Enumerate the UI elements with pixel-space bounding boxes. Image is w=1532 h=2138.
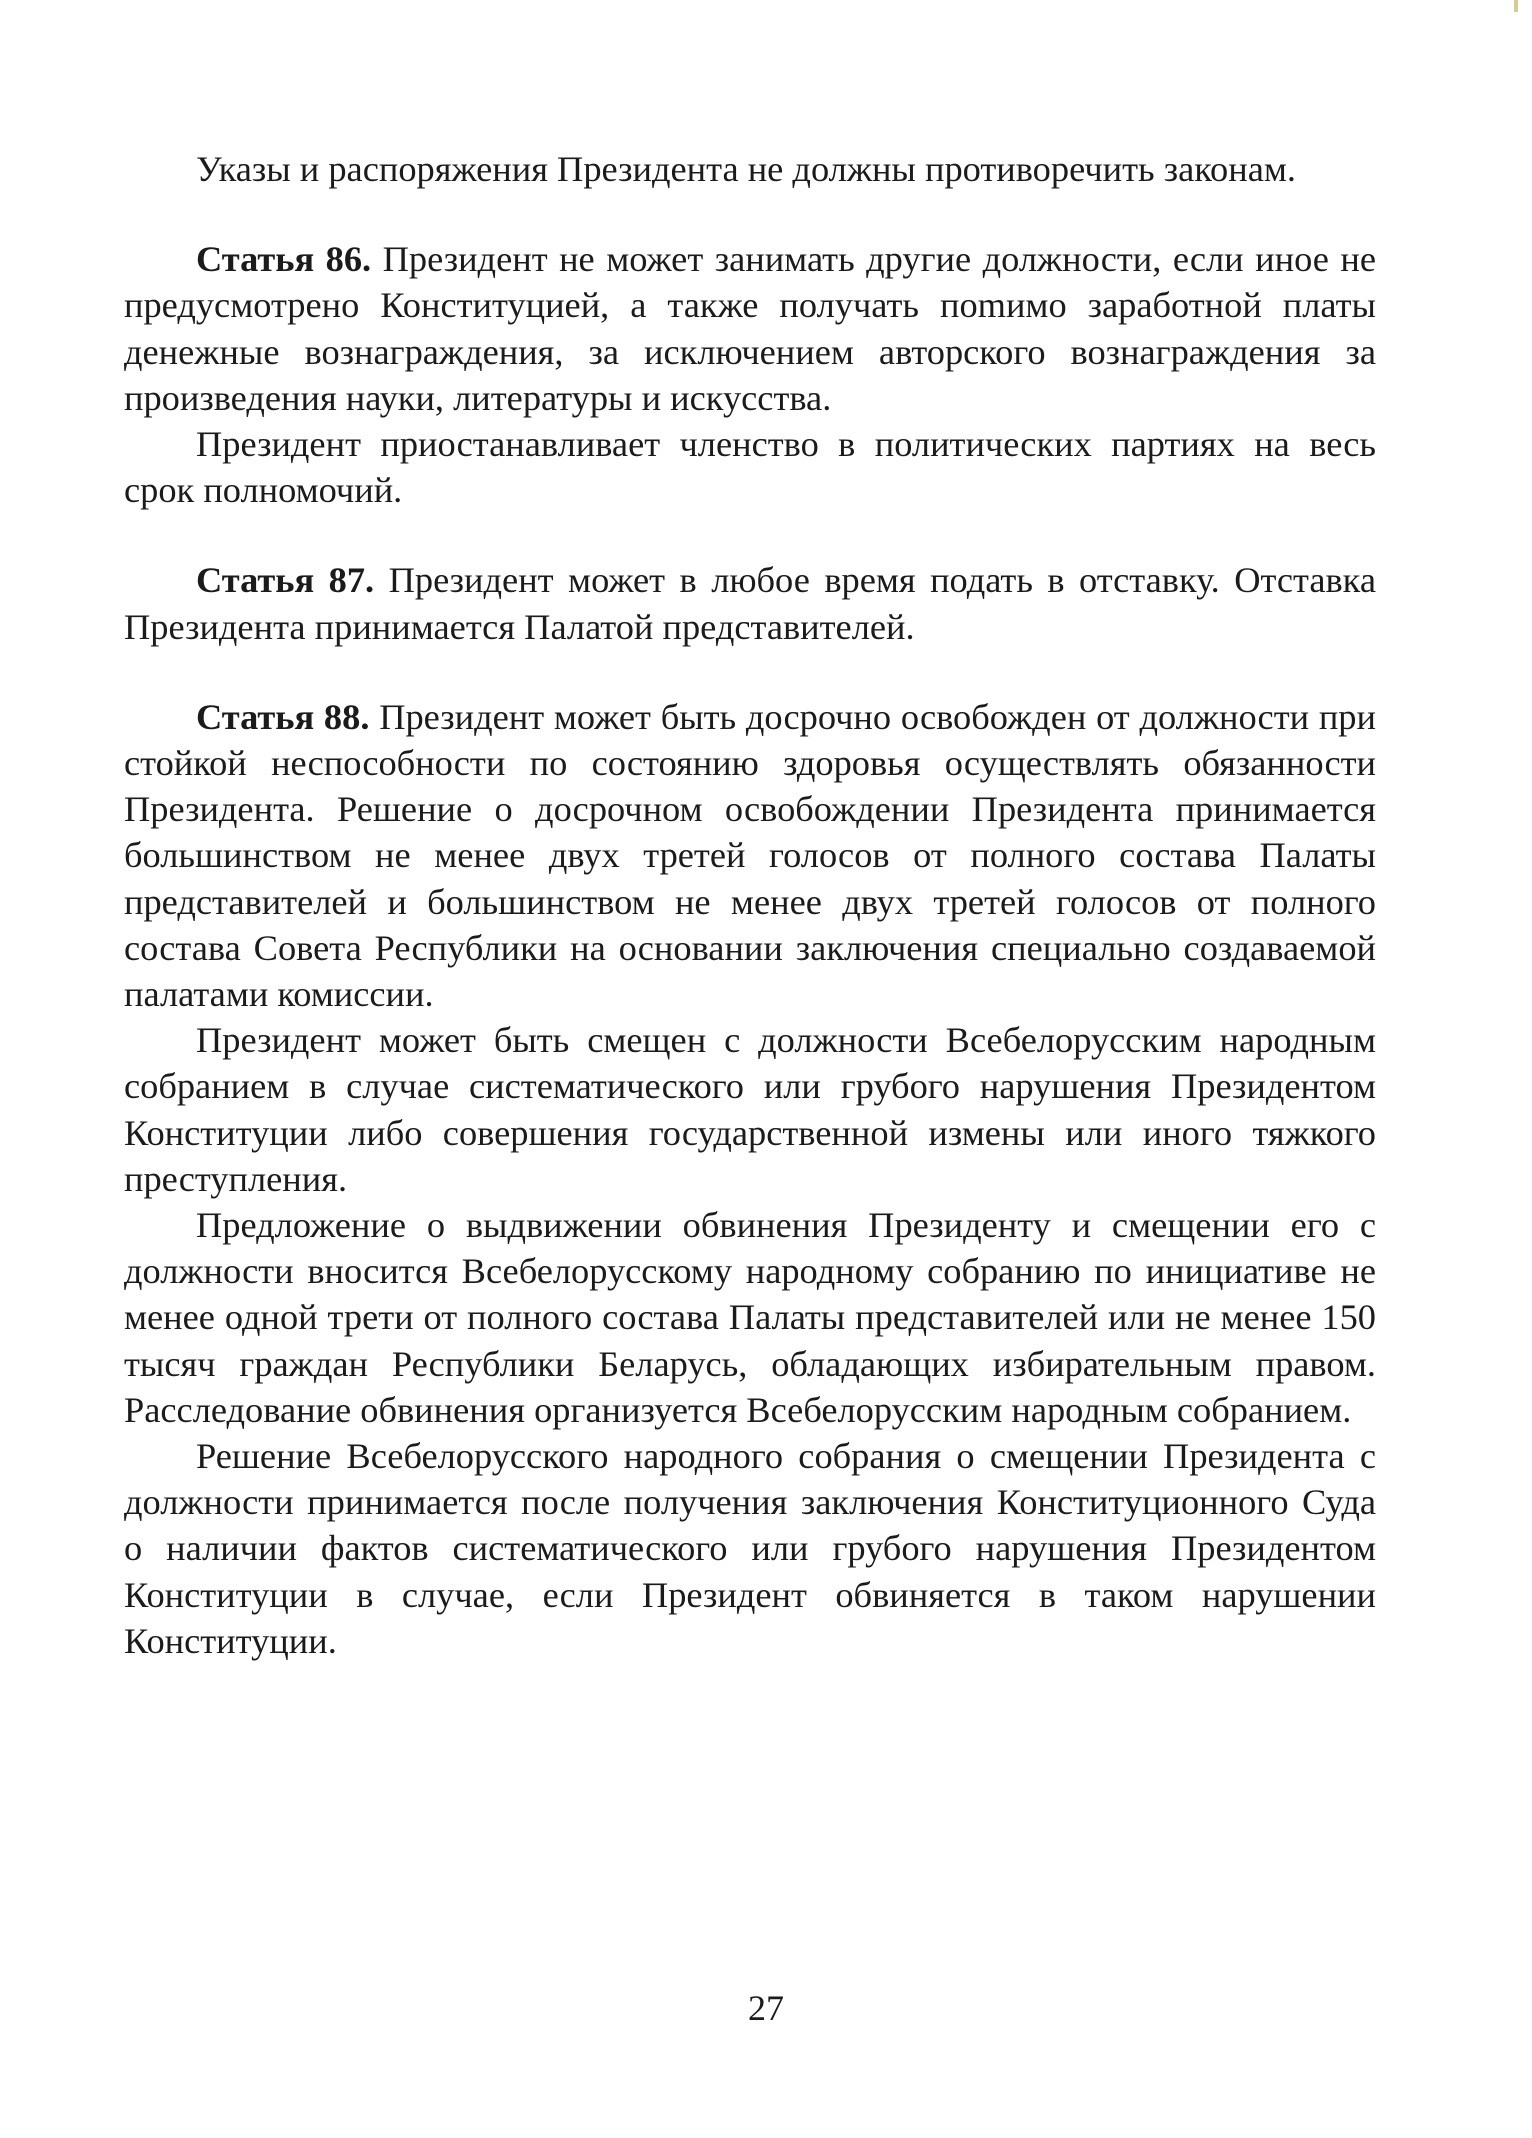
paragraph-text: Президент может быть смещен с должности Всебелорусским народным собранием в случае систематического или грубого нарушения Президентом Конституции либо совершения государственной измены или иного тяжкого преступления. xyxy=(124,1020,1376,1199)
paragraph-text: Президент приостанавливает членство в политических партиях на весь срок полномочий. xyxy=(124,424,1376,511)
paragraph-text: Решение Всебелорусского народного собрания о смещении Президента с должности принимается после получения заключения Конституционного Суда о наличии фактов систематического или грубого нарушения Президентом Конституции в случае, если Президент обвиняется в таком нарушении Конституции. xyxy=(124,1436,1376,1661)
paragraph-text: Предложение о выдвижении обвинения Президенту и смещении его с должности вносится Всебелорусскому народному собранию по инициативе не менее одной трети от полного состава Палаты представителей или не менее 150 тысяч граждан Республики Беларусь, обладающих избирательным правом. Расследование обвинения организуется Всебелорусским народным собранием. xyxy=(124,1205,1376,1430)
article-86 xyxy=(124,236,1376,421)
article-88 xyxy=(124,694,1376,1017)
paragraph-decrees xyxy=(124,146,1376,192)
paragraph-text: Указы и распоряжения Президента не должны противоречить законам. xyxy=(196,149,1296,189)
article-88-paragraph-2 xyxy=(124,1017,1376,1202)
article-87 xyxy=(124,557,1376,649)
page-number: 27 xyxy=(748,1988,784,2028)
article-86-label: Статья 86. xyxy=(196,239,372,280)
article-88-paragraph-4 xyxy=(124,1433,1376,1664)
section-gap xyxy=(124,192,1376,236)
article-87-text: Президент может в любое время подать в отставку. Отставка Президента принимается Палатой представителей. xyxy=(124,560,1376,647)
article-88-paragraph-3 xyxy=(124,1202,1376,1433)
page-body xyxy=(124,146,1376,1664)
article-88-text: Президент может быть досрочно освобожден от должности при стойкой неспособности по состоянию здоровья осуществлять обязанности Президента. Решение о досрочном освобождении Президента принимается большинством не менее двух третей голосов от полного состава Палаты представителей и большинством не менее двух третей голосов от полного состава Совета Республики на основании заключения специально создаваемой палатами комиссии. xyxy=(124,696,1376,1015)
section-gap xyxy=(124,513,1376,557)
article-87-label: Статья 87. xyxy=(196,560,375,601)
scan-edge-mark xyxy=(1514,0,1518,12)
article-86-paragraph-2 xyxy=(124,421,1376,513)
article-86-text: Президент не может занимать другие должности, если иное не предусмотрено Конституцией, а также получать поmимо заработной платы денежные вознаграждения, за исключением авторского вознаграждения за произведения науки, литературы и искусства. xyxy=(124,239,1376,418)
article-88-label: Статья 88. xyxy=(196,696,370,737)
section-gap xyxy=(124,650,1376,694)
